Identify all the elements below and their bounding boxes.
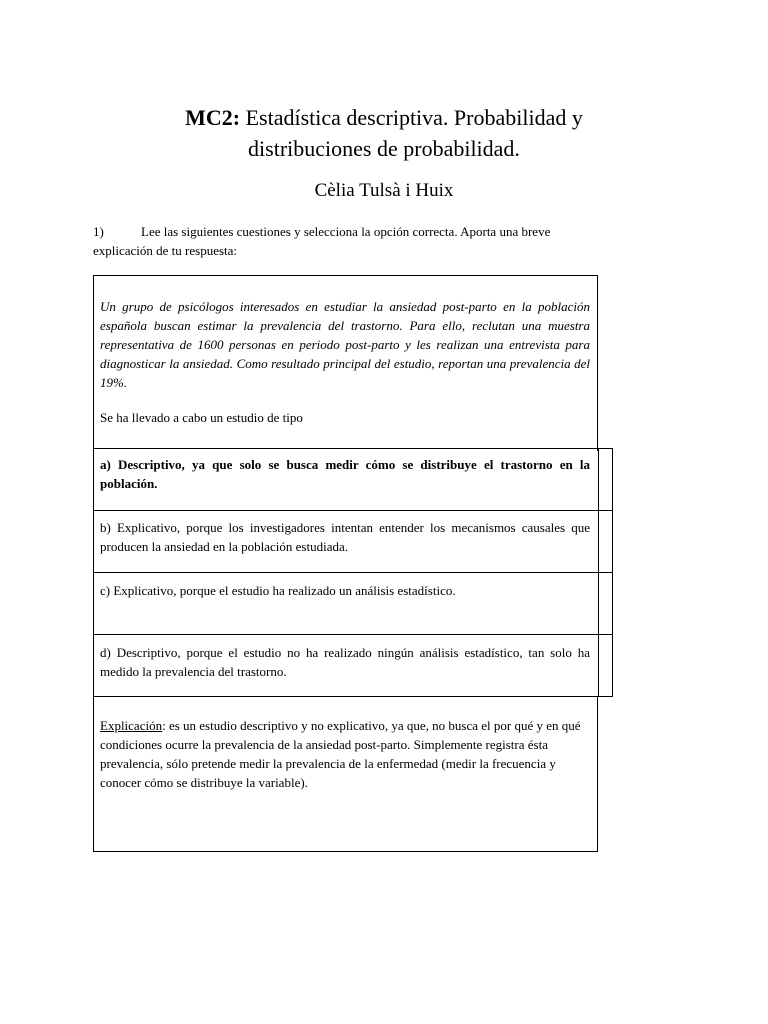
question-stem: Un grupo de psicólogos interesados en estudiar la ansiedad post-parto en la población española buscan estimar la prevalencia del trastorno. Para ello, reclutan una muestra representativa de 1600 personas en periodo post-parto y les realizan una entrevista para diagnosticar la ansiedad. Como resultado principal del estudio, reportan una prevalencia del 19%.: [100, 299, 590, 390]
question-box: [93, 275, 598, 451]
question-instruction: [93, 222, 633, 260]
instruction-line2: explicación de tu respuesta:: [93, 243, 238, 258]
explanation-box: [93, 696, 598, 852]
author-name: Cèlia Tulsà i Huix: [314, 180, 454, 201]
title-line2: distribuciones de probabilidad.: [248, 136, 520, 161]
option-d-text: d) Descriptivo, porque el estudio no ha realizado ningún análisis estadístico, tan solo ha medido la prevalencia del trastorno.: [100, 645, 590, 679]
option-c-text: c) Explicativo, porque el estudio ha realizado un análisis estadístico.: [100, 583, 456, 598]
question-prompt: Se ha llevado a cabo un estudio de tipo: [100, 410, 303, 425]
option-divider: [598, 449, 599, 510]
option-divider: [598, 511, 599, 572]
option-d[interactable]: [93, 634, 613, 697]
instruction-line1: Lee las siguientes cuestiones y selecciona la opción correcta. Aporta una breve: [141, 224, 551, 239]
option-divider: [598, 635, 599, 696]
question-number: 1): [93, 224, 104, 239]
explanation-label: Explicación: [100, 718, 163, 733]
option-a[interactable]: [93, 448, 613, 511]
option-c[interactable]: [93, 572, 613, 635]
option-b[interactable]: [93, 510, 613, 573]
option-b-text: b) Explicativo, porque los investigadores intentan entender los mecanismos causales que producen la ansiedad en la población estudiada.: [100, 520, 590, 554]
option-a-text: a) Descriptivo, ya que solo se busca medir cómo se distribuye el trastorno en la población.: [100, 457, 590, 491]
explanation-body: : es un estudio descriptivo y no explicativo, ya que, no busca el por qué y en qué condiciones ocurre la prevalencia de la ansiedad post-parto. Simplemente registra ésta prevalencia, sólo pretende medir la prevalencia de la enfermedad (medir la frecuencia y conocer cómo se distribuye la variable).: [100, 718, 581, 790]
explanation-text: [100, 716, 592, 792]
option-divider: [598, 573, 599, 634]
document-title: [0, 102, 768, 164]
title-code: MC2:: [185, 105, 241, 130]
title-line1: Estadística descriptiva. Probabilidad y: [245, 105, 583, 130]
